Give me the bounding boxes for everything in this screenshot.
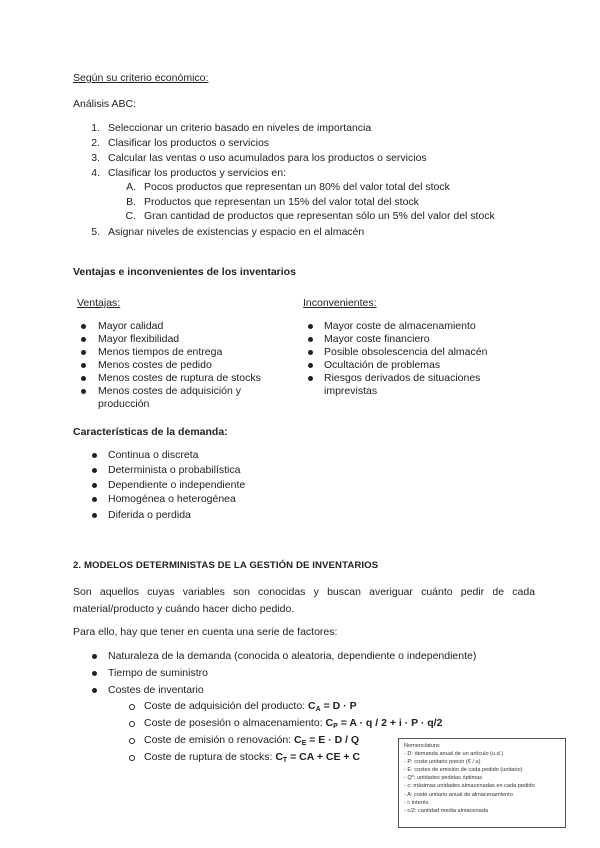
list-item: Clasificar los productos y servicios en: bbox=[108, 167, 286, 179]
nomenclatura-line: - c/2: cantidad media almacenada bbox=[404, 807, 488, 814]
nomenclatura-box bbox=[398, 738, 566, 828]
bullet-icon bbox=[81, 324, 86, 329]
bullet-icon bbox=[92, 468, 97, 473]
list-item-continuation: imprevistas bbox=[324, 385, 378, 397]
abc-title: Análisis ABC: bbox=[73, 98, 137, 110]
list-item: Tiempo de suministro bbox=[108, 667, 208, 679]
bullet-icon bbox=[308, 324, 313, 329]
sub-letter: A. bbox=[126, 181, 136, 193]
coste-item: Coste de posesión o almacenamiento: $C_P = A \cdot q / 2 + i \cdot P \cdot q/2$ bbox=[144, 717, 443, 730]
coste-item: Coste de emisión o renovación: $C_E = E \cdot D / Q$ bbox=[144, 734, 360, 747]
coste-item: Coste de ruptura de stocks: $C_T$ = CA + CE + C bbox=[144, 751, 361, 764]
circle-bullet-icon bbox=[129, 704, 135, 710]
circle-bullet-icon bbox=[129, 721, 135, 727]
bullet-icon bbox=[308, 363, 313, 368]
sub-item: Gran cantidad de productos que representan sólo un 5% del valor del stock bbox=[144, 210, 495, 222]
bullet-icon bbox=[92, 453, 97, 458]
nomenclatura-line: - c: máximas unidades almacenadas en cada pedido bbox=[404, 783, 535, 790]
nomenclatura-line: - D: demanda anual de un artículo (u.d.) bbox=[404, 751, 504, 758]
demanda-title: Características de la demanda: bbox=[73, 426, 228, 438]
list-item: Costes de inventario bbox=[108, 684, 204, 696]
circle-bullet-icon bbox=[129, 755, 135, 761]
bullet-icon bbox=[81, 376, 86, 381]
inconvenientes-label: Inconvenientes: bbox=[303, 297, 377, 309]
list-item: Calcular las ventas o uso acumulados para los productos o servicios bbox=[108, 152, 427, 164]
factores-intro: Para ello, hay que tener en cuenta una serie de factores: bbox=[73, 626, 338, 638]
list-item: Menos costes de adquisición y bbox=[98, 385, 241, 397]
sub-item: Pocos productos que representan un 80% del valor total del stock bbox=[144, 181, 450, 193]
sub-letter: B. bbox=[126, 196, 136, 208]
list-item: Dependiente o independiente bbox=[108, 479, 246, 491]
list-item: Mayor coste financiero bbox=[324, 333, 430, 345]
list-item: Continua o discreta bbox=[108, 449, 199, 461]
nomenclatura-title: Nomenclatura: bbox=[404, 743, 441, 749]
bullet-icon bbox=[92, 688, 97, 693]
ventajas-section-title: Ventajas e inconvenientes de los inventarios bbox=[73, 266, 296, 278]
bullet-icon bbox=[92, 497, 97, 502]
list-item: Mayor coste de almacenamiento bbox=[324, 320, 476, 332]
nomenclatura-line: - P: coste unitario precio (€ / u) bbox=[404, 759, 481, 766]
list-item: Clasificar los productos o servicios bbox=[108, 137, 270, 149]
list-item: Menos costes de ruptura de stocks bbox=[98, 372, 261, 384]
nomenclatura-line: - Q*: unidades pedidas óptimas bbox=[404, 775, 483, 782]
sub-letter: C. bbox=[125, 210, 136, 222]
modelos-title: 2. MODELOS DETERMINISTAS DE LA GESTIÓN DE INVENTARIOS bbox=[73, 560, 379, 571]
list-item: Menos costes de pedido bbox=[98, 359, 212, 371]
list-item: Determinista o probabilística bbox=[108, 464, 241, 476]
bullet-icon bbox=[92, 513, 97, 518]
list-item: Diferida o perdida bbox=[108, 509, 191, 521]
coste-item: Coste de adquisición del producto: $C_A = D \cdot P$ bbox=[144, 700, 357, 713]
bullet-icon bbox=[92, 671, 97, 676]
list-item: Menos tiempos de entrega bbox=[98, 346, 223, 358]
nomenclatura-line: - i: interés bbox=[404, 799, 429, 806]
bullet-icon bbox=[81, 350, 86, 355]
bullet-icon bbox=[81, 389, 86, 394]
bullet-icon bbox=[308, 337, 313, 342]
list-item: Naturaleza de la demanda (conocida o aleatoria, dependiente o independiente) bbox=[108, 650, 477, 662]
list-item: Ocultación de problemas bbox=[324, 359, 441, 371]
criterio-heading: Según su criterio económico: bbox=[73, 72, 209, 84]
nomenclatura-line: - E: costes de emisión de cada pedido (unitario) bbox=[404, 767, 523, 774]
list-item: Asignar niveles de existencias y espacio en el almacén bbox=[108, 226, 365, 238]
bullet-icon bbox=[308, 376, 313, 381]
list-item-continuation: producción bbox=[98, 398, 150, 410]
bullet-icon bbox=[308, 350, 313, 355]
modelos-intro: Son aquellos cuyas variables son conocidas y buscan averiguar cuánto pedir de cada material/producto y cuándo hacer dicho pedido. bbox=[73, 586, 535, 615]
bullet-icon bbox=[92, 654, 97, 659]
list-item: Mayor flexibilidad bbox=[98, 333, 180, 345]
ventajas-label: Ventajas: bbox=[77, 297, 121, 309]
bullet-icon bbox=[81, 363, 86, 368]
list-item: Seleccionar un criterio basado en niveles de importancia bbox=[108, 122, 372, 134]
list-item: Mayor calidad bbox=[98, 320, 164, 332]
bullet-icon bbox=[92, 483, 97, 488]
list-item: Riesgos derivados de situaciones bbox=[324, 372, 481, 384]
sub-item: Productos que representan un 15% del valor total del stock bbox=[144, 196, 419, 208]
circle-bullet-icon bbox=[129, 738, 135, 744]
list-item: Posible obsolescencia del almacén bbox=[324, 346, 488, 358]
bullet-icon bbox=[81, 337, 86, 342]
nomenclatura-line: - A: coste unitario anual de almacenamiento bbox=[404, 791, 513, 798]
list-item: Homogénea o heterogénea bbox=[108, 493, 236, 505]
